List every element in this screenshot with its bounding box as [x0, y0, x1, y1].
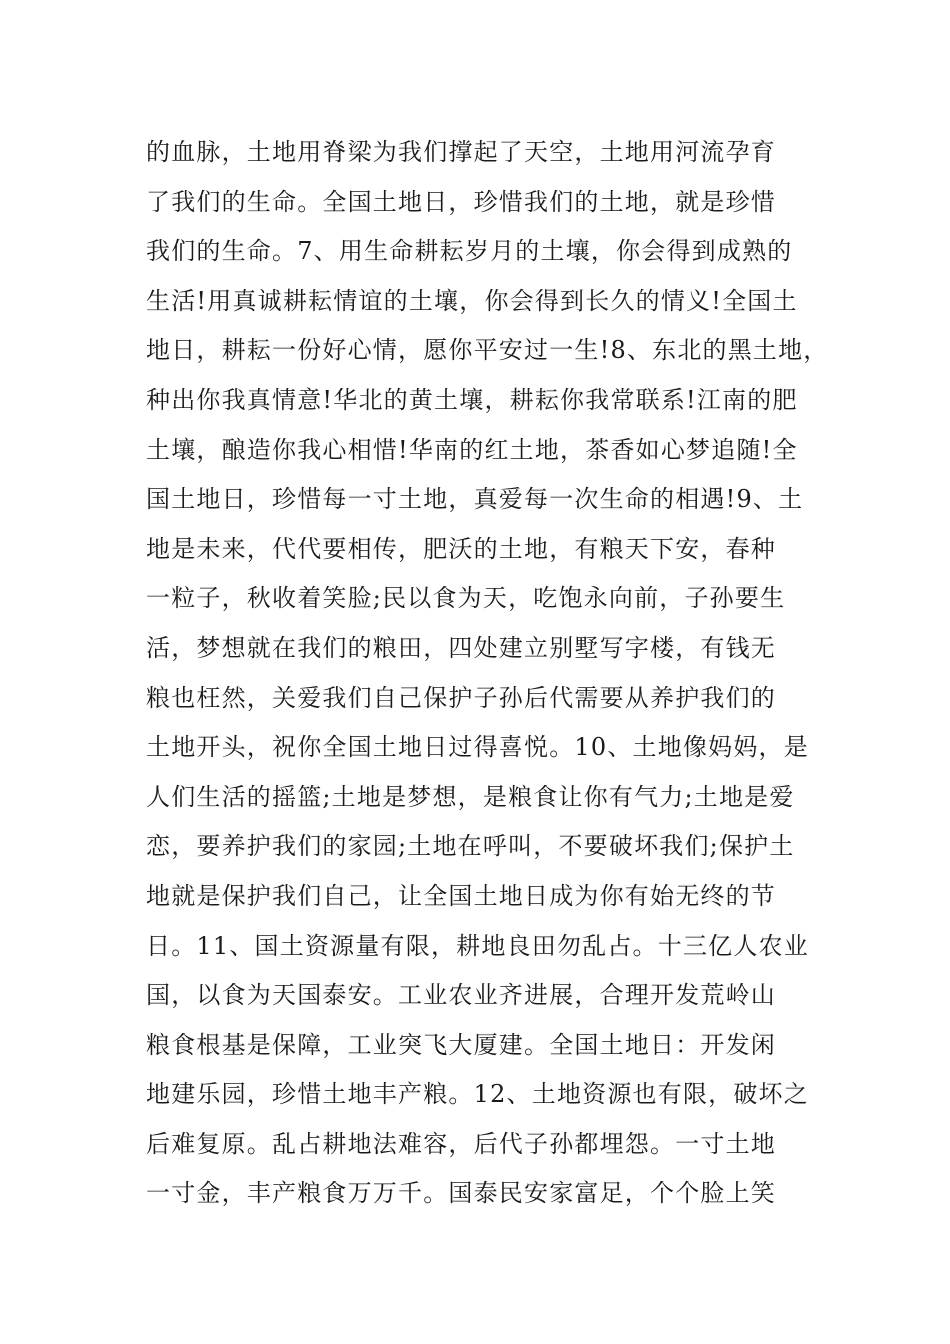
text-line: 我们的生命。7、用生命耕耘岁月的土壤，你会得到成熟的: [146, 237, 793, 266]
body-text: [146, 128, 829, 1219]
text-line: 国，以食为天国泰安。工业农业齐进展，合理开发荒岭山: [146, 981, 776, 1010]
text-line: 恋，要养护我们的家园;土地在呼叫，不要破坏我们;保护土: [146, 832, 795, 861]
text-line: 活，梦想就在我们的粮田，四处建立别墅写字楼，有钱无: [146, 633, 776, 662]
text-line: 土壤，酿造你我心相惜!华南的红土地，茶香如心梦追随!全: [146, 435, 798, 464]
text-line: 人们生活的摇篮;土地是梦想，是粮食让你有气力;土地是爱: [146, 782, 795, 811]
text-line: 日。11、国土资源量有限，耕地良田勿乱占。十三亿人农业: [146, 931, 809, 960]
text-line: 国土地日，珍惜每一寸土地，真爱每一次生命的相遇!9、土: [146, 485, 804, 514]
text-line: 地建乐园，珍惜土地丰产粮。12、土地资源也有限，破坏之: [146, 1080, 809, 1109]
text-line: 生活!用真诚耕耘情谊的土壤，你会得到长久的情义!全国土: [146, 286, 798, 315]
text-line: 地日，耕耘一份好心情，愿你平安过一生!8、东北的黑土地，: [146, 336, 829, 365]
text-line: 一寸金，丰产粮食万万千。国泰民安家富足，个个脸上笑: [146, 1179, 776, 1208]
text-line: 种出你我真情意!华北的黄土壤，耕耘你我常联系!江南的肥: [146, 385, 798, 414]
text-line: 了我们的生命。全国土地日，珍惜我们的土地，就是珍惜: [146, 187, 776, 216]
text-line: 的血脉，土地用脊梁为我们撑起了天空，土地用河流孕育: [146, 138, 776, 166]
text-line: 一粒子，秋收着笑脸;民以食为天，吃饱永向前，子孙要生: [146, 584, 786, 613]
text-line: 土地开头，祝你全国土地日过得喜悦。10、土地像妈妈，是: [146, 733, 809, 762]
text-line: 地就是保护我们自己，让全国土地日成为你有始无终的节: [146, 881, 776, 910]
text-line: 粮食根基是保障，工业突飞大厦建。全国土地日：开发闲: [146, 1030, 776, 1059]
text-line: 地是未来，代代要相传，肥沃的土地，有粮天下安，春种: [146, 534, 776, 563]
text-line: 后难复原。乱占耕地法难容，后代子孙都埋怨。一寸土地: [146, 1129, 776, 1158]
text-line: 粮也枉然，关爱我们自己保护子孙后代需要从养护我们的: [146, 683, 776, 712]
